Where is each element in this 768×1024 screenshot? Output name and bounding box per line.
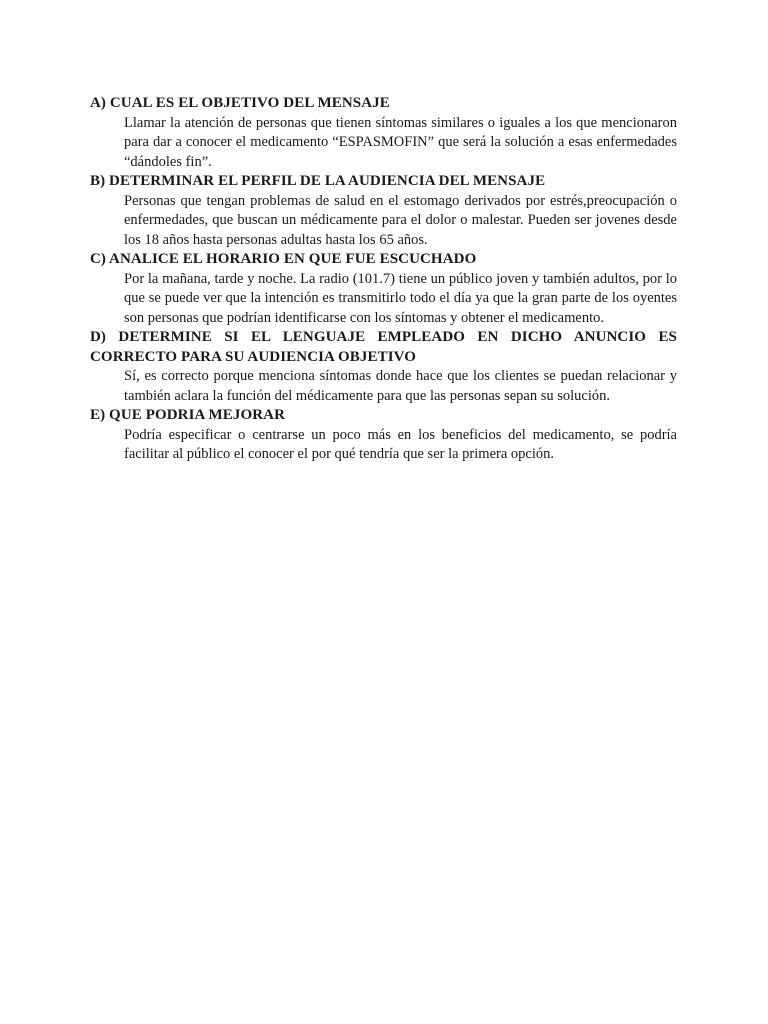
section-b xyxy=(90,172,677,250)
section-body: Por la mañana, tarde y noche. La radio (101.7) tiene un público joven y también adultos, por lo que se puede ver que la intención es transmitirlo todo el día ya que la gran parte de los oyentes son personas que podrían identificarse con los síntomas y obtener el medicamento. xyxy=(124,270,677,326)
section-d xyxy=(90,328,677,406)
section-body: Podría especificar o centrarse un poco más en los beneficios del medicamento, se podría facilitar al público el conocer el por qué tendría que ser la primera opción. xyxy=(124,426,677,462)
section-body: Personas que tengan problemas de salud en el estomago derivados por estrés,preocupación o enfermedades, que buscan un médicamente para el dolor o malestar. Pueden ser jovenes desde los 18 años hasta personas adultas hasta los 65 años. xyxy=(124,192,677,248)
section-heading: A) CUAL ES EL OBJETIVO DEL MENSAJE xyxy=(90,95,390,111)
section-heading: C) ANALICE EL HORARIO EN QUE FUE ESCUCHADO xyxy=(90,251,477,267)
section-heading: B) DETERMINAR EL PERFIL DE LA AUDIENCIA DEL MENSAJE xyxy=(90,173,546,189)
section-body: Sí, es correcto porque menciona síntomas donde hace que los clientes se puedan relacionar y también aclara la función del médicamente para que las personas sepan su solución. xyxy=(124,368,677,404)
section-body: Llamar la atención de personas que tienen síntomas similares o iguales a los que mencionaron para dar a conocer el medicamento “ESPASMOFIN” que será la solución a esas enfermedades “dándoles fin”. xyxy=(124,114,677,170)
section-e xyxy=(90,406,677,465)
section-heading: D) DETERMINE SI EL LENGUAJE EMPLEADO EN DICHO ANUNCIO ES CORRECTO PARA SU AUDIENCIA OBJETIVO xyxy=(90,329,677,365)
document-page xyxy=(90,94,677,465)
section-heading: E) QUE PODRIA MEJORAR xyxy=(90,407,286,423)
section-a xyxy=(90,94,677,172)
section-c xyxy=(90,250,677,328)
